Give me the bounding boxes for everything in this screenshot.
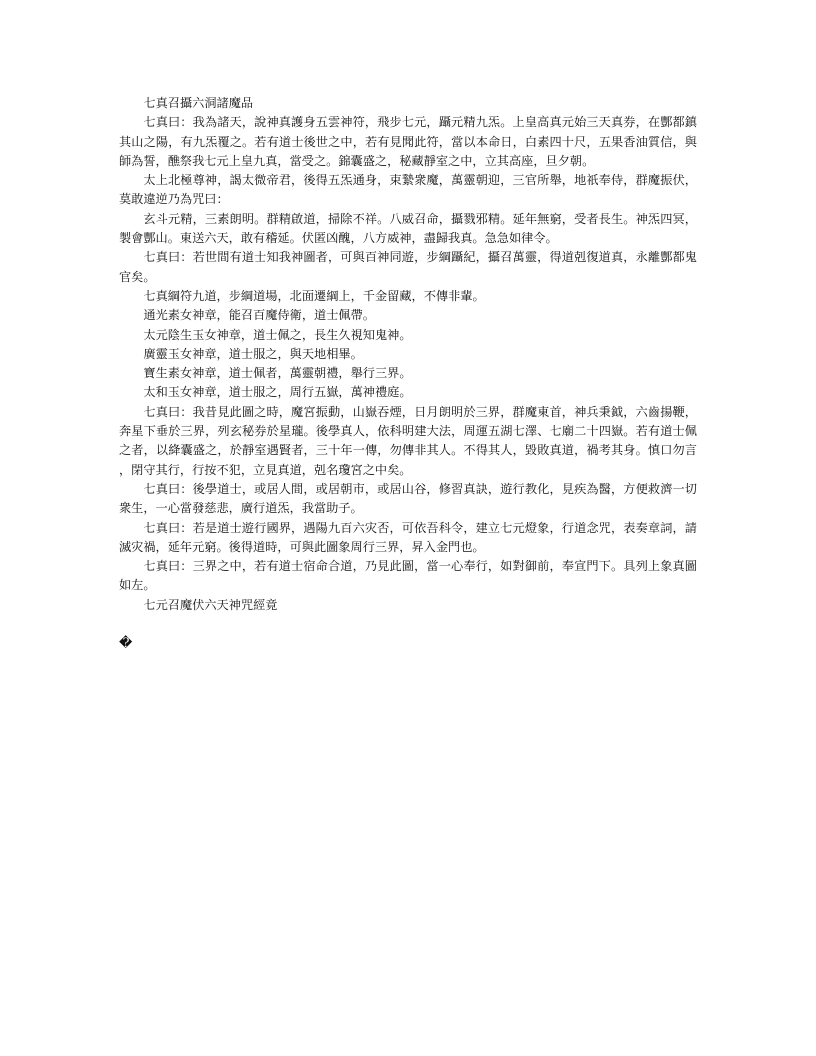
paragraph: 七真曰：我為諸天，說神真護身五雲神符，飛步七元，躡元精九炁。上皇高真元始三天真券，在酆都鎮其山之陽，有九炁覆之。若有道士後世之中，若有見聞此符，當以本命日，白素四十尺，五果香油質信，與師為誓，醮祭我七元上皇九真，當受之。錦囊盛之，秘藏靜室之中，立其高座，旦夕朝。 [119, 115, 697, 168]
trailing-glyph: � [119, 636, 133, 652]
closing-line: 七元召魔伏六天神咒經竟 [143, 597, 278, 612]
paragraph: 七真曰：我昔見此圖之時，魔宮振動，山嶽吞煙，日月朗明於三界，群魔東首，神兵秉鉞，六齒揚鞭，奔星下垂於三界，列玄秘券於星瓏。後學真人，依科明建大法，周運五湖七澤、七廟二十四嶽。若有道士佩之者，以絳囊盛之，於靜室遇賢者，三十年一傳，勿傳非其人。不得其人，毀敗真道，禍考其身。慎口勿言，閉守其行，行按不犯，立見真道，剋名瓊宮之中矣。 [119, 404, 697, 477]
paragraph: 太上北極尊神，謁太微帝君，後得五炁通身，束縶衆魔，萬靈朝迎，三官所舉，地祇奉侍，群魔振伏，莫敢違逆乃為咒曰： [119, 173, 697, 207]
paragraph: 七真曰：後學道士，或居人間，或居朝市，或居山谷，修習真訣，遊行教化，見疾為醫，方便救濟一切衆生，一心當發慈悲，廣行道炁，我當助子。 [119, 481, 697, 516]
document-page [119, 94, 697, 653]
paragraph: 玄斗元精，三素朗明。群精啟道，掃除不祥。八威召命，攝戮邪精。延年無窮，受者長生。神炁四冥，製會酆山。東送六天，敢有稽延。伏匿凶醜，八方威神，盡歸我真。急急如律令。 [119, 211, 697, 246]
paragraph: 通光素女神章，能召百魔侍衛，道士佩帶。 [143, 308, 375, 323]
paragraph: 太元陰生玉女神章，道士佩之，長生久視知鬼神。 [143, 327, 412, 342]
paragraph: 七真曰：三界之中，若有道士宿命合道，乃見此圖，當一心奉行，如對御前，奉宣門下。具列上象真圖如左。 [119, 559, 697, 593]
paragraph: 七真曰：若世間有道士知我神圖者，可與百神同遊，步綱躡紀，攝召萬靈，得道剋復道真，永離酆都鬼官矣。 [119, 250, 697, 284]
paragraph: 七真綱符九道，步綱道場，北面遷綱上，千金留藏，不傳非輩。 [143, 288, 485, 303]
chapter-title: 七真召攝六洞諸魔品 [143, 96, 254, 110]
paragraph: 廣靈玉女神章，道士服之，與天地相畢。 [143, 346, 363, 361]
paragraph: 七真曰：若是道士遊行國界，遇陽九百六灾否，可依吾科令，建立七元燈象，行道念咒，表奏章詞，請滅灾禍，延年元窮。後得道時，可與此圖象周行三界，昇入金門也。 [119, 520, 697, 554]
paragraph: 寶生素女神章，道士佩者，萬靈朝禮，舉行三界。 [143, 366, 412, 381]
paragraph: 太和玉女神章，道士服之，周行五嶽，萬神禮庭。 [143, 385, 412, 400]
